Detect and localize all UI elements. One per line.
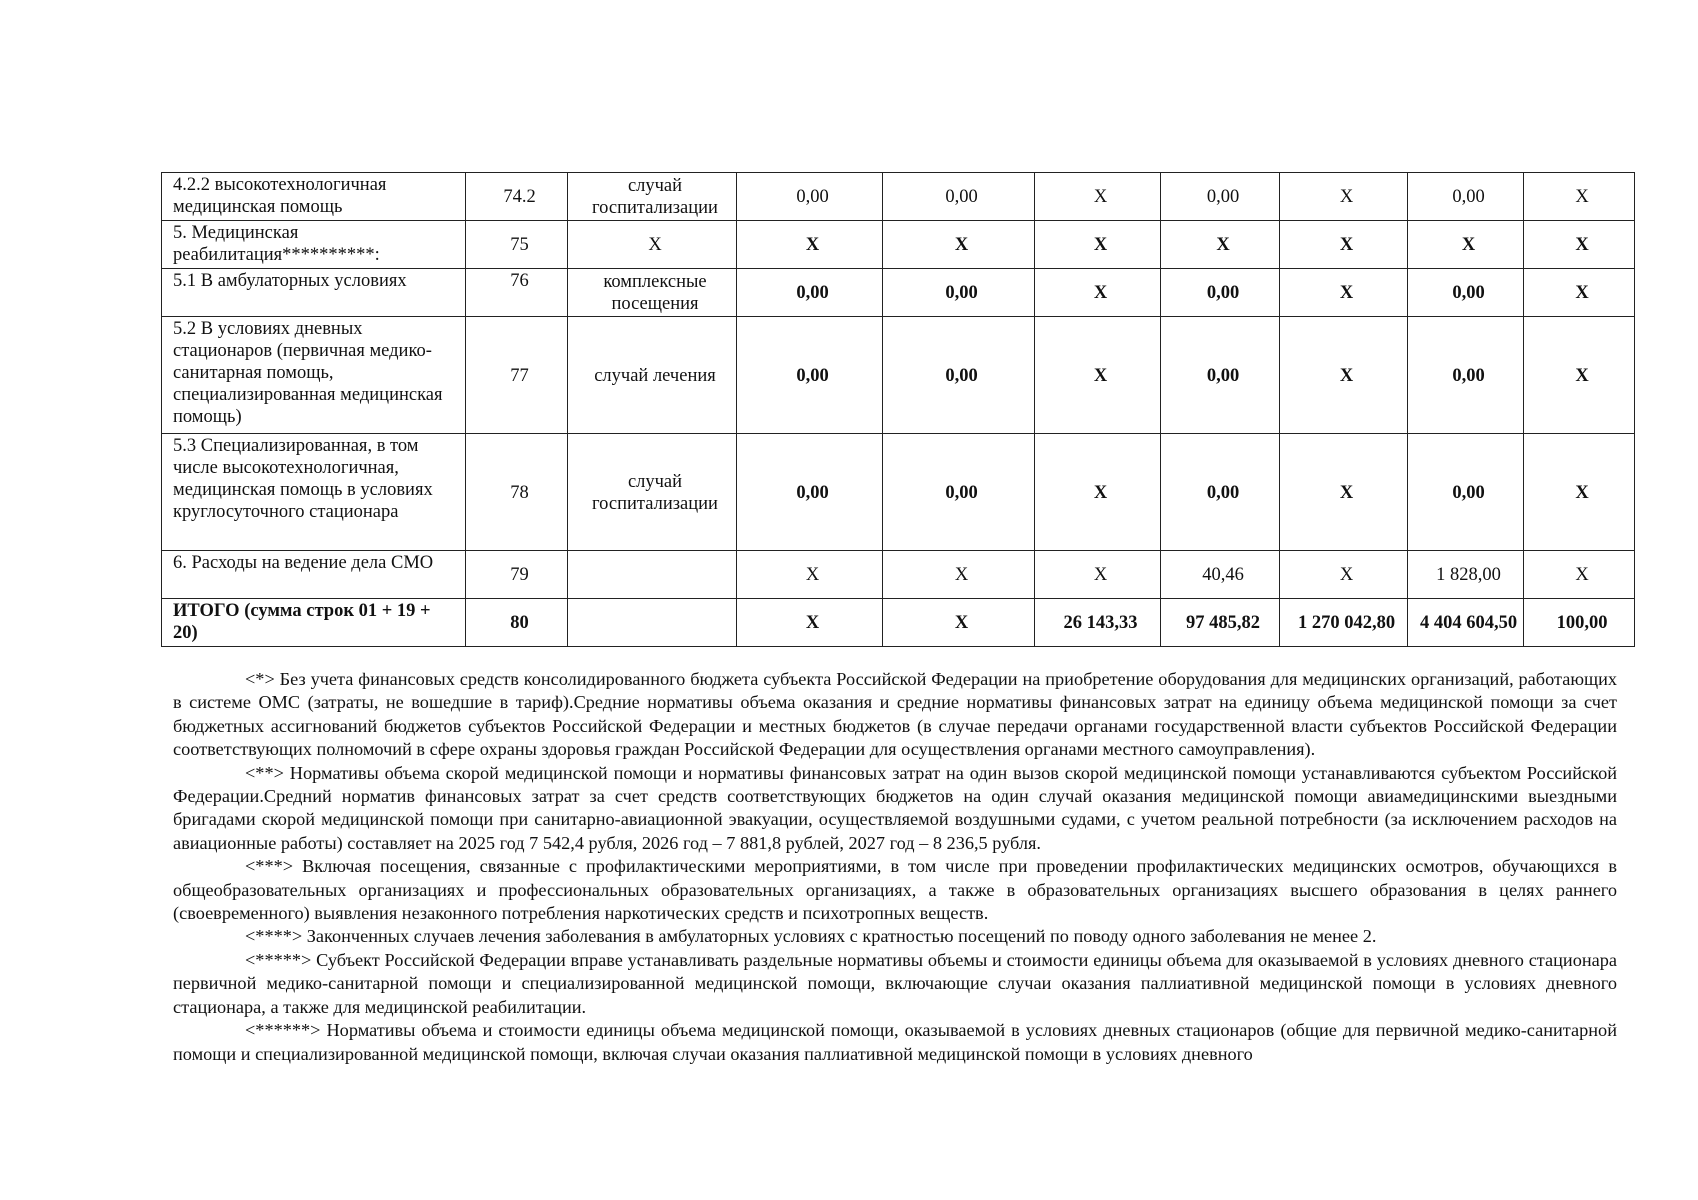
value-cell: X	[1280, 551, 1408, 599]
value-cell: 0,00	[883, 434, 1035, 551]
value-cell: X	[737, 551, 883, 599]
row-unit-cell: X	[568, 221, 737, 269]
total-label-cell: ИТОГО (сумма строк 01 + 19 + 20)	[162, 599, 466, 647]
value-cell: X	[1524, 317, 1635, 434]
table-row	[162, 434, 1635, 551]
row-name-cell: 5.2 В условиях дневных стационаров (первичная медико-санитарная помощь, специализированная медицинская помощь)	[162, 317, 466, 434]
footnote-6: <******> Нормативы объема и стоимости единицы объема медицинской помощи, оказываемой в условиях дневных стационаров (общие для первичной медико-санитарной помощи и специализированной медицинской помощи, включая случаи оказания паллиативной медицинской помощи в условиях дневного	[173, 1020, 1617, 1064]
footnote-1: <*> Без учета финансовых средств консолидированного бюджета субъекта Российской Федерации на приобретение оборудования для медицинских организаций, работающих в системе ОМС (затраты, не вошедшие в тариф).Средние нормативы объема оказания и средние нормативы финансовых затрат на единицу объема медицинской помощи за счет бюджетных ассигнований бюджетов субъектов Российской Федерации и местных бюджетов (в случае передачи органами государственной власти субъектов Российской Федерации соответствующих полномочий в сфере охраны здоровья граждан Российской Федерации для осуществления органами местного самоуправления).	[173, 669, 1617, 760]
row-code-cell: 78	[466, 434, 568, 551]
value-cell: 0,00	[883, 269, 1035, 317]
value-cell: X	[1280, 269, 1408, 317]
row-name-cell: 4.2.2 высокотехнологичная медицинская помощь	[162, 173, 466, 221]
value-cell: X	[1035, 551, 1161, 599]
value-cell: 0,00	[1161, 269, 1280, 317]
footnote-3: <***> Включая посещения, связанные с профилактическими мероприятиями, в том числе при проведении профилактических медицинских осмотров, обучающихся в общеобразовательных организациях и профессиональных образовательных организациях, а также в образовательных организациях высшего образования в целях раннего (своевременного) выявления незаконного потребления наркотических средств и психотропных веществ.	[173, 856, 1617, 924]
row-code-cell: 79	[466, 551, 568, 599]
table-row-total	[162, 599, 1635, 647]
table-row	[162, 317, 1635, 434]
value-cell: X	[1280, 317, 1408, 434]
value-cell: 0,00	[1408, 434, 1524, 551]
value-cell: X	[1035, 221, 1161, 269]
value-cell: 1 270 042,80	[1280, 599, 1408, 647]
value-cell: 0,00	[1408, 269, 1524, 317]
row-name-cell: 6. Расходы на ведение дела СМО	[162, 551, 466, 599]
value-cell: X	[883, 551, 1035, 599]
row-code-cell: 80	[466, 599, 568, 647]
value-cell: X	[1524, 434, 1635, 551]
row-unit-cell: комплексные посещения	[568, 269, 737, 317]
value-cell: X	[1035, 317, 1161, 434]
footnote-5: <*****> Субъект Российской Федерации вправе устанавливать раздельные нормативы объемы и стоимости единицы объема для оказываемой в условиях дневного стационара первичной медико-санитарной помощи и специализированной медицинской помощи, включающие случаи оказания паллиативной медицинской помощи в условиях дневного стационара, а также для медицинской реабилитации.	[173, 949, 1617, 1017]
value-cell: 0,00	[883, 317, 1035, 434]
row-name-cell: 5.1 В амбулаторных условиях	[162, 269, 466, 317]
table-row	[162, 551, 1635, 599]
value-cell: 0,00	[737, 173, 883, 221]
row-code-cell: 75	[466, 221, 568, 269]
footnotes	[173, 668, 1617, 1066]
value-cell: 0,00	[1161, 317, 1280, 434]
value-cell: X	[737, 599, 883, 647]
row-unit-cell	[568, 551, 737, 599]
value-cell: 26 143,33	[1035, 599, 1161, 647]
value-cell: 97 485,82	[1161, 599, 1280, 647]
value-cell: 4 404 604,50	[1408, 599, 1524, 647]
value-cell: 0,00	[737, 434, 883, 551]
row-unit-cell	[568, 599, 737, 647]
value-cell: X	[1408, 221, 1524, 269]
table-row	[162, 221, 1635, 269]
value-cell: X	[1035, 173, 1161, 221]
value-cell: 0,00	[1161, 434, 1280, 551]
value-cell: X	[1524, 269, 1635, 317]
row-unit-cell: случай лечения	[568, 317, 737, 434]
value-cell: X	[1280, 221, 1408, 269]
footnote-2: <**> Нормативы объема скорой медицинской помощи и нормативы финансовых затрат на один вызов скорой медицинской помощи устанавливаются субъектом Российской Федерации.Средний норматив финансовых затрат за счет средств соответствующих бюджетов на один случай оказания медицинской помощи авиамедицинскими выездными бригадами скорой медицинской помощи при санитарно-авиационной эвакуации, осуществляемой воздушными судами, с учетом реальной потребности (за исключением расходов на авиационные работы) составляет на 2025 год 7 542,4 рубля, 2026 год – 7 881,8 рублей, 2027 год – 8 236,5 рубля.	[173, 762, 1617, 853]
value-cell: 0,00	[1408, 317, 1524, 434]
value-cell: X	[1524, 551, 1635, 599]
row-unit-cell: случай госпитализации	[568, 434, 737, 551]
value-cell: X	[883, 221, 1035, 269]
row-unit-cell: случай госпитализации	[568, 173, 737, 221]
row-code-cell: 77	[466, 317, 568, 434]
value-cell: X	[1035, 434, 1161, 551]
value-cell: 0,00	[1408, 173, 1524, 221]
value-cell: X	[1524, 173, 1635, 221]
value-cell: 0,00	[737, 317, 883, 434]
value-cell: 100,00	[1524, 599, 1635, 647]
value-cell: X	[1280, 434, 1408, 551]
table-row	[162, 269, 1635, 317]
value-cell: X	[1524, 221, 1635, 269]
value-cell: X	[737, 221, 883, 269]
row-name-cell: 5. Медицинская реабилитация**********:	[162, 221, 466, 269]
value-cell: 40,46	[1161, 551, 1280, 599]
table-row	[162, 173, 1635, 221]
row-name-cell: 5.3 Специализированная, в том числе высокотехнологичная, медицинская помощь в условиях круглосуточного стационара	[162, 434, 466, 551]
value-cell: X	[1280, 173, 1408, 221]
value-cell: 1 828,00	[1408, 551, 1524, 599]
value-cell: 0,00	[883, 173, 1035, 221]
medical-care-norms-table	[161, 172, 1635, 647]
value-cell: 0,00	[737, 269, 883, 317]
row-code-cell: 76	[466, 269, 568, 317]
value-cell: X	[1035, 269, 1161, 317]
value-cell: X	[1161, 221, 1280, 269]
row-code-cell: 74.2	[466, 173, 568, 221]
value-cell: 0,00	[1161, 173, 1280, 221]
footnote-4: <****> Законченных случаев лечения заболевания в амбулаторных условиях с кратностью посещений по поводу одного заболевания не менее 2.	[245, 926, 1377, 947]
value-cell: X	[883, 599, 1035, 647]
